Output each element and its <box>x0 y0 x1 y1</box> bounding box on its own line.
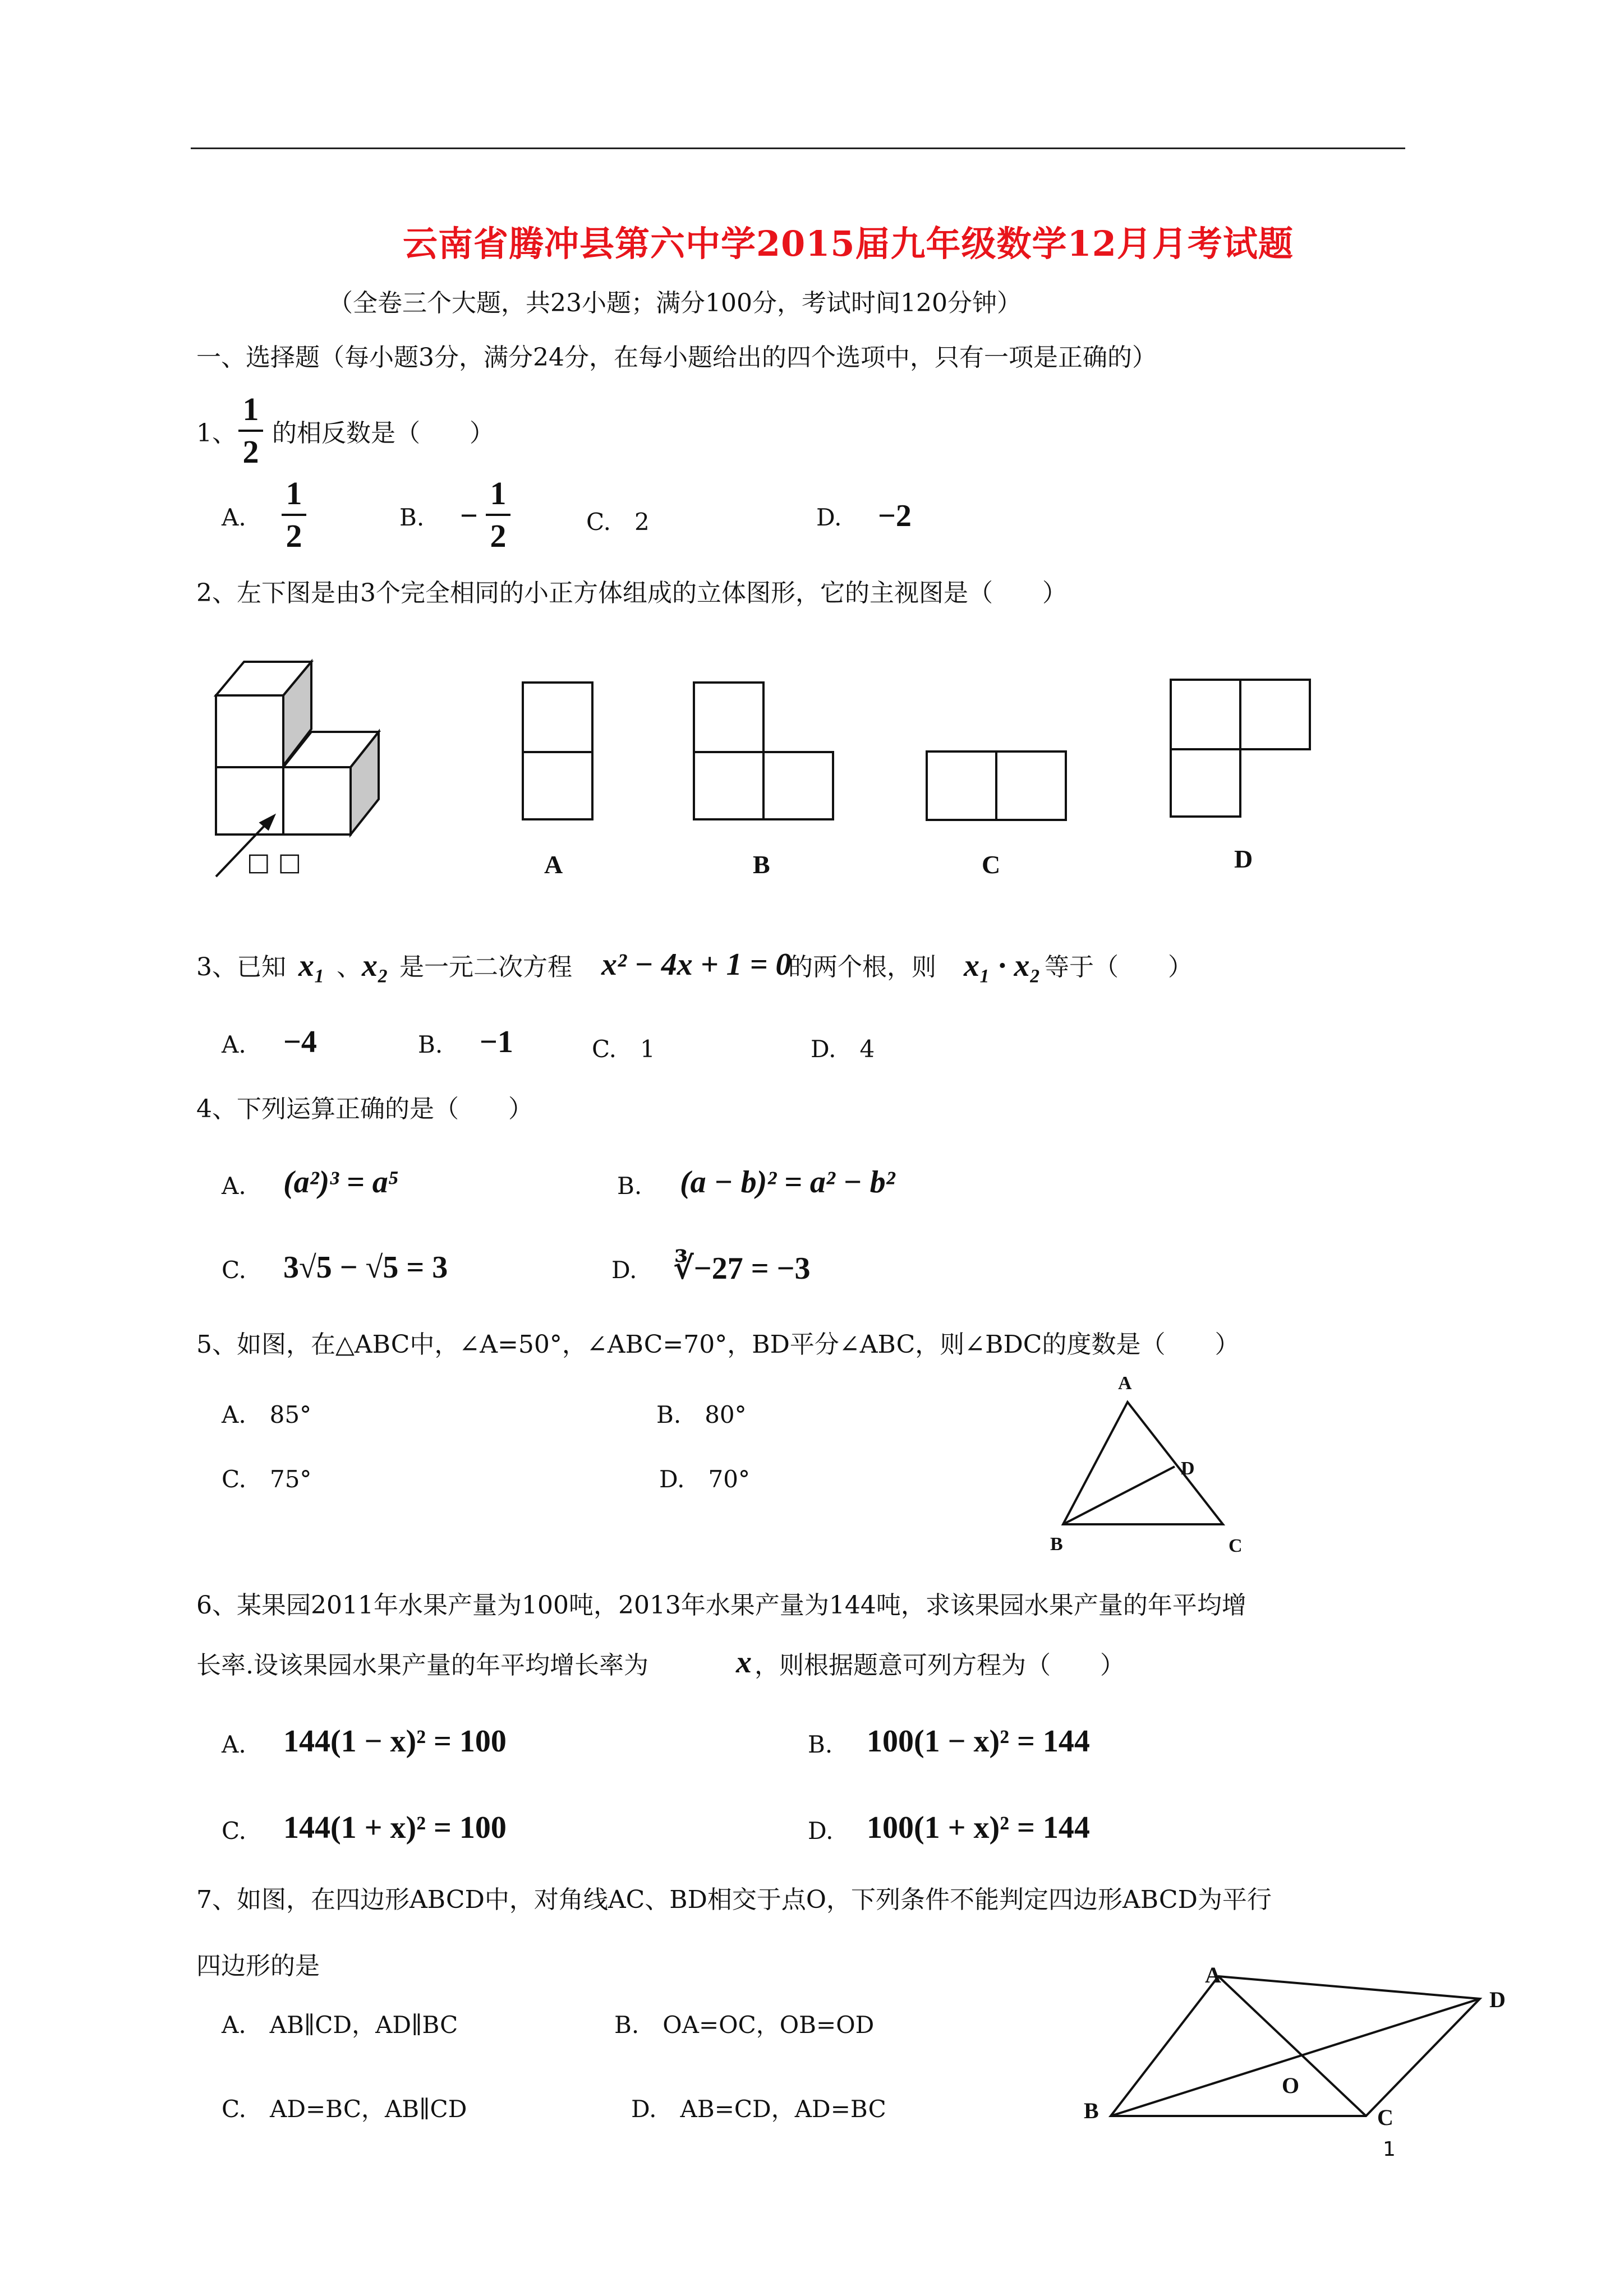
q3-option-b-label: B. <box>418 1031 443 1058</box>
q7-label-o: O <box>1282 2073 1300 2098</box>
q5-label-c: C <box>1229 1536 1243 1556</box>
q4-option-b-label: B. <box>617 1172 642 1200</box>
header-rule <box>191 147 1405 149</box>
q3-option-b-value: −1 <box>480 1025 513 1059</box>
q4-option-c-value: 3√5 − √5 = 3 <box>283 1250 448 1285</box>
q2-option-c-figure <box>926 750 1069 822</box>
q7-label-b: B <box>1084 2098 1099 2123</box>
q2-label-d: D <box>1234 845 1253 873</box>
q5-label-a: A <box>1118 1373 1132 1394</box>
q4-option-c-label: C. <box>222 1256 246 1284</box>
q6-line1: 6、某果园2011年水果产量为100吨，2013年水果产量为144吨，求该果园水果产量的年平均增 <box>196 1591 1246 1620</box>
exam-subtitle: （全卷三个大题，共23小题；满分100分，考试时间120分钟） <box>328 289 1022 317</box>
q1-option-a-label: A. <box>222 504 246 531</box>
q1-b-num: 1 <box>490 475 507 511</box>
q7-label-a: A <box>1205 1962 1221 1988</box>
q4-option-d-value: ∛−27 = −3 <box>673 1251 811 1286</box>
q4-option-a-value: (a²)³ = a⁵ <box>283 1165 399 1200</box>
q1-frac-num: 1 <box>242 391 259 427</box>
q1-option-b-label: B. <box>399 504 425 531</box>
q5-question: 5、如图，在△ABC中，∠A=50°，∠ABC=70°，BD平分∠ABC，则∠BDC的度数是（ ） <box>196 1330 1240 1359</box>
q3-mid: 是一元二次方程 <box>399 953 572 981</box>
q6-option-b-value: 100(1 − x)² = 144 <box>867 1724 1090 1759</box>
q1-question: 的相反数是（ ） <box>272 419 494 448</box>
q2-option-a-figure <box>522 681 595 822</box>
q6-line2a: 长率.设该果园水果产量的年平均增长率为 <box>196 1651 648 1680</box>
q5-triangle-figure <box>1038 1368 1262 1559</box>
q3-product: x₁ · x₂ <box>964 948 1041 983</box>
q3-pre: 3、已知 <box>196 953 286 981</box>
q7-option-b: B. OA=OC，OB=OD <box>614 2011 875 2039</box>
q3-equation: x² − 4x + 1 = 0 <box>601 947 792 982</box>
q6-option-c-value: 144(1 + x)² = 100 <box>283 1810 507 1845</box>
q4-option-b-value: (a − b)² = a² − b² <box>680 1165 895 1200</box>
q1-frac-den: 2 <box>242 434 259 470</box>
q3-post2: 等于（ ） <box>1045 953 1193 981</box>
q2-label-b: B <box>753 850 770 879</box>
q2-cube-figure <box>208 656 398 880</box>
q1-a-num: 1 <box>286 475 302 511</box>
q4-question: 4、下列运算正确的是（ ） <box>196 1095 533 1123</box>
q2-label-a: A <box>544 850 563 879</box>
q5-label-b: B <box>1050 1534 1063 1555</box>
q6-variable: x <box>736 1645 752 1680</box>
q5-label-d: D <box>1181 1458 1195 1479</box>
q3-sep: 、 <box>337 953 361 981</box>
q3-option-a-value: −4 <box>283 1025 317 1059</box>
q4-option-a-label: A. <box>222 1172 246 1200</box>
q6-option-d-label: D. <box>808 1817 834 1845</box>
q6-option-c-label: C. <box>222 1817 246 1845</box>
q5-option-a: A. 85° <box>222 1401 312 1428</box>
q7-label-d: D <box>1489 1987 1506 2012</box>
q2-arrow-label: □ □ <box>247 848 302 877</box>
q4-option-d-label: D. <box>611 1256 637 1284</box>
q1-option-c: C. 2 <box>586 508 650 536</box>
q1-fraction <box>238 393 263 469</box>
q1-b-den: 2 <box>490 518 507 554</box>
q1-a-den: 2 <box>286 518 302 554</box>
q6-option-a-label: A. <box>222 1731 246 1758</box>
q2-option-b-figure <box>693 681 836 822</box>
q3-option-c: C. 1 <box>592 1035 655 1063</box>
page-number: 1 <box>1383 2138 1396 2161</box>
q1-option-a-fraction <box>282 477 306 553</box>
q2-question: 2、左下图是由3个完全相同的小正方体组成的立体图形，它的主视图是（ ） <box>196 579 1067 607</box>
q6-line2b: ，则根据题意可列方程为（ ） <box>755 1651 1125 1680</box>
q5-option-b: B. 80° <box>656 1401 747 1428</box>
q7-label-c: C <box>1377 2105 1393 2130</box>
q6-option-a-value: 144(1 − x)² = 100 <box>283 1724 507 1759</box>
q3-option-d: D. 4 <box>811 1035 875 1063</box>
q2-option-d-figure <box>1170 679 1313 819</box>
q7-line2: 四边形的是 <box>196 1952 320 1980</box>
q3-option-a-label: A. <box>222 1031 246 1058</box>
q3-x2: x₂ <box>362 948 389 983</box>
section-heading: 一、选择题（每小题3分，满分24分，在每小题给出的四个选项中，只有一项是正确的） <box>196 343 1157 372</box>
q1-option-b-fraction <box>486 477 510 553</box>
q6-option-d-value: 100(1 + x)² = 144 <box>867 1810 1090 1845</box>
q1-option-d-value: −2 <box>878 499 912 533</box>
q7-option-a: A. AB∥CD，AD∥BC <box>222 2011 458 2039</box>
q5-option-c: C. 75° <box>222 1465 312 1493</box>
q1-number: 1、 <box>196 419 237 448</box>
q7-option-c: C. AD=BC，AB∥CD <box>222 2095 467 2123</box>
q3-x1: x₁ <box>298 948 325 983</box>
q5-option-d: D. 70° <box>659 1465 750 1493</box>
q3-post1: 的两个根，则 <box>788 953 936 981</box>
q7-option-d: D. AB=CD，AD=BC <box>631 2095 886 2123</box>
q1-option-b-sign: − <box>460 499 478 533</box>
q2-label-c: C <box>982 850 1001 879</box>
page-title: 云南省腾冲县第六中学2015届九年级数学12月月考试题 <box>403 223 1294 264</box>
q7-parallelogram-figure <box>1066 1940 1492 2131</box>
q1-option-d-label: D. <box>816 504 842 531</box>
q7-line1: 7、如图，在四边形ABCD中，对角线AC、BD相交于点O，下列条件不能判定四边形ABCD为平行 <box>196 1885 1272 1914</box>
q6-option-b-label: B. <box>808 1731 833 1758</box>
